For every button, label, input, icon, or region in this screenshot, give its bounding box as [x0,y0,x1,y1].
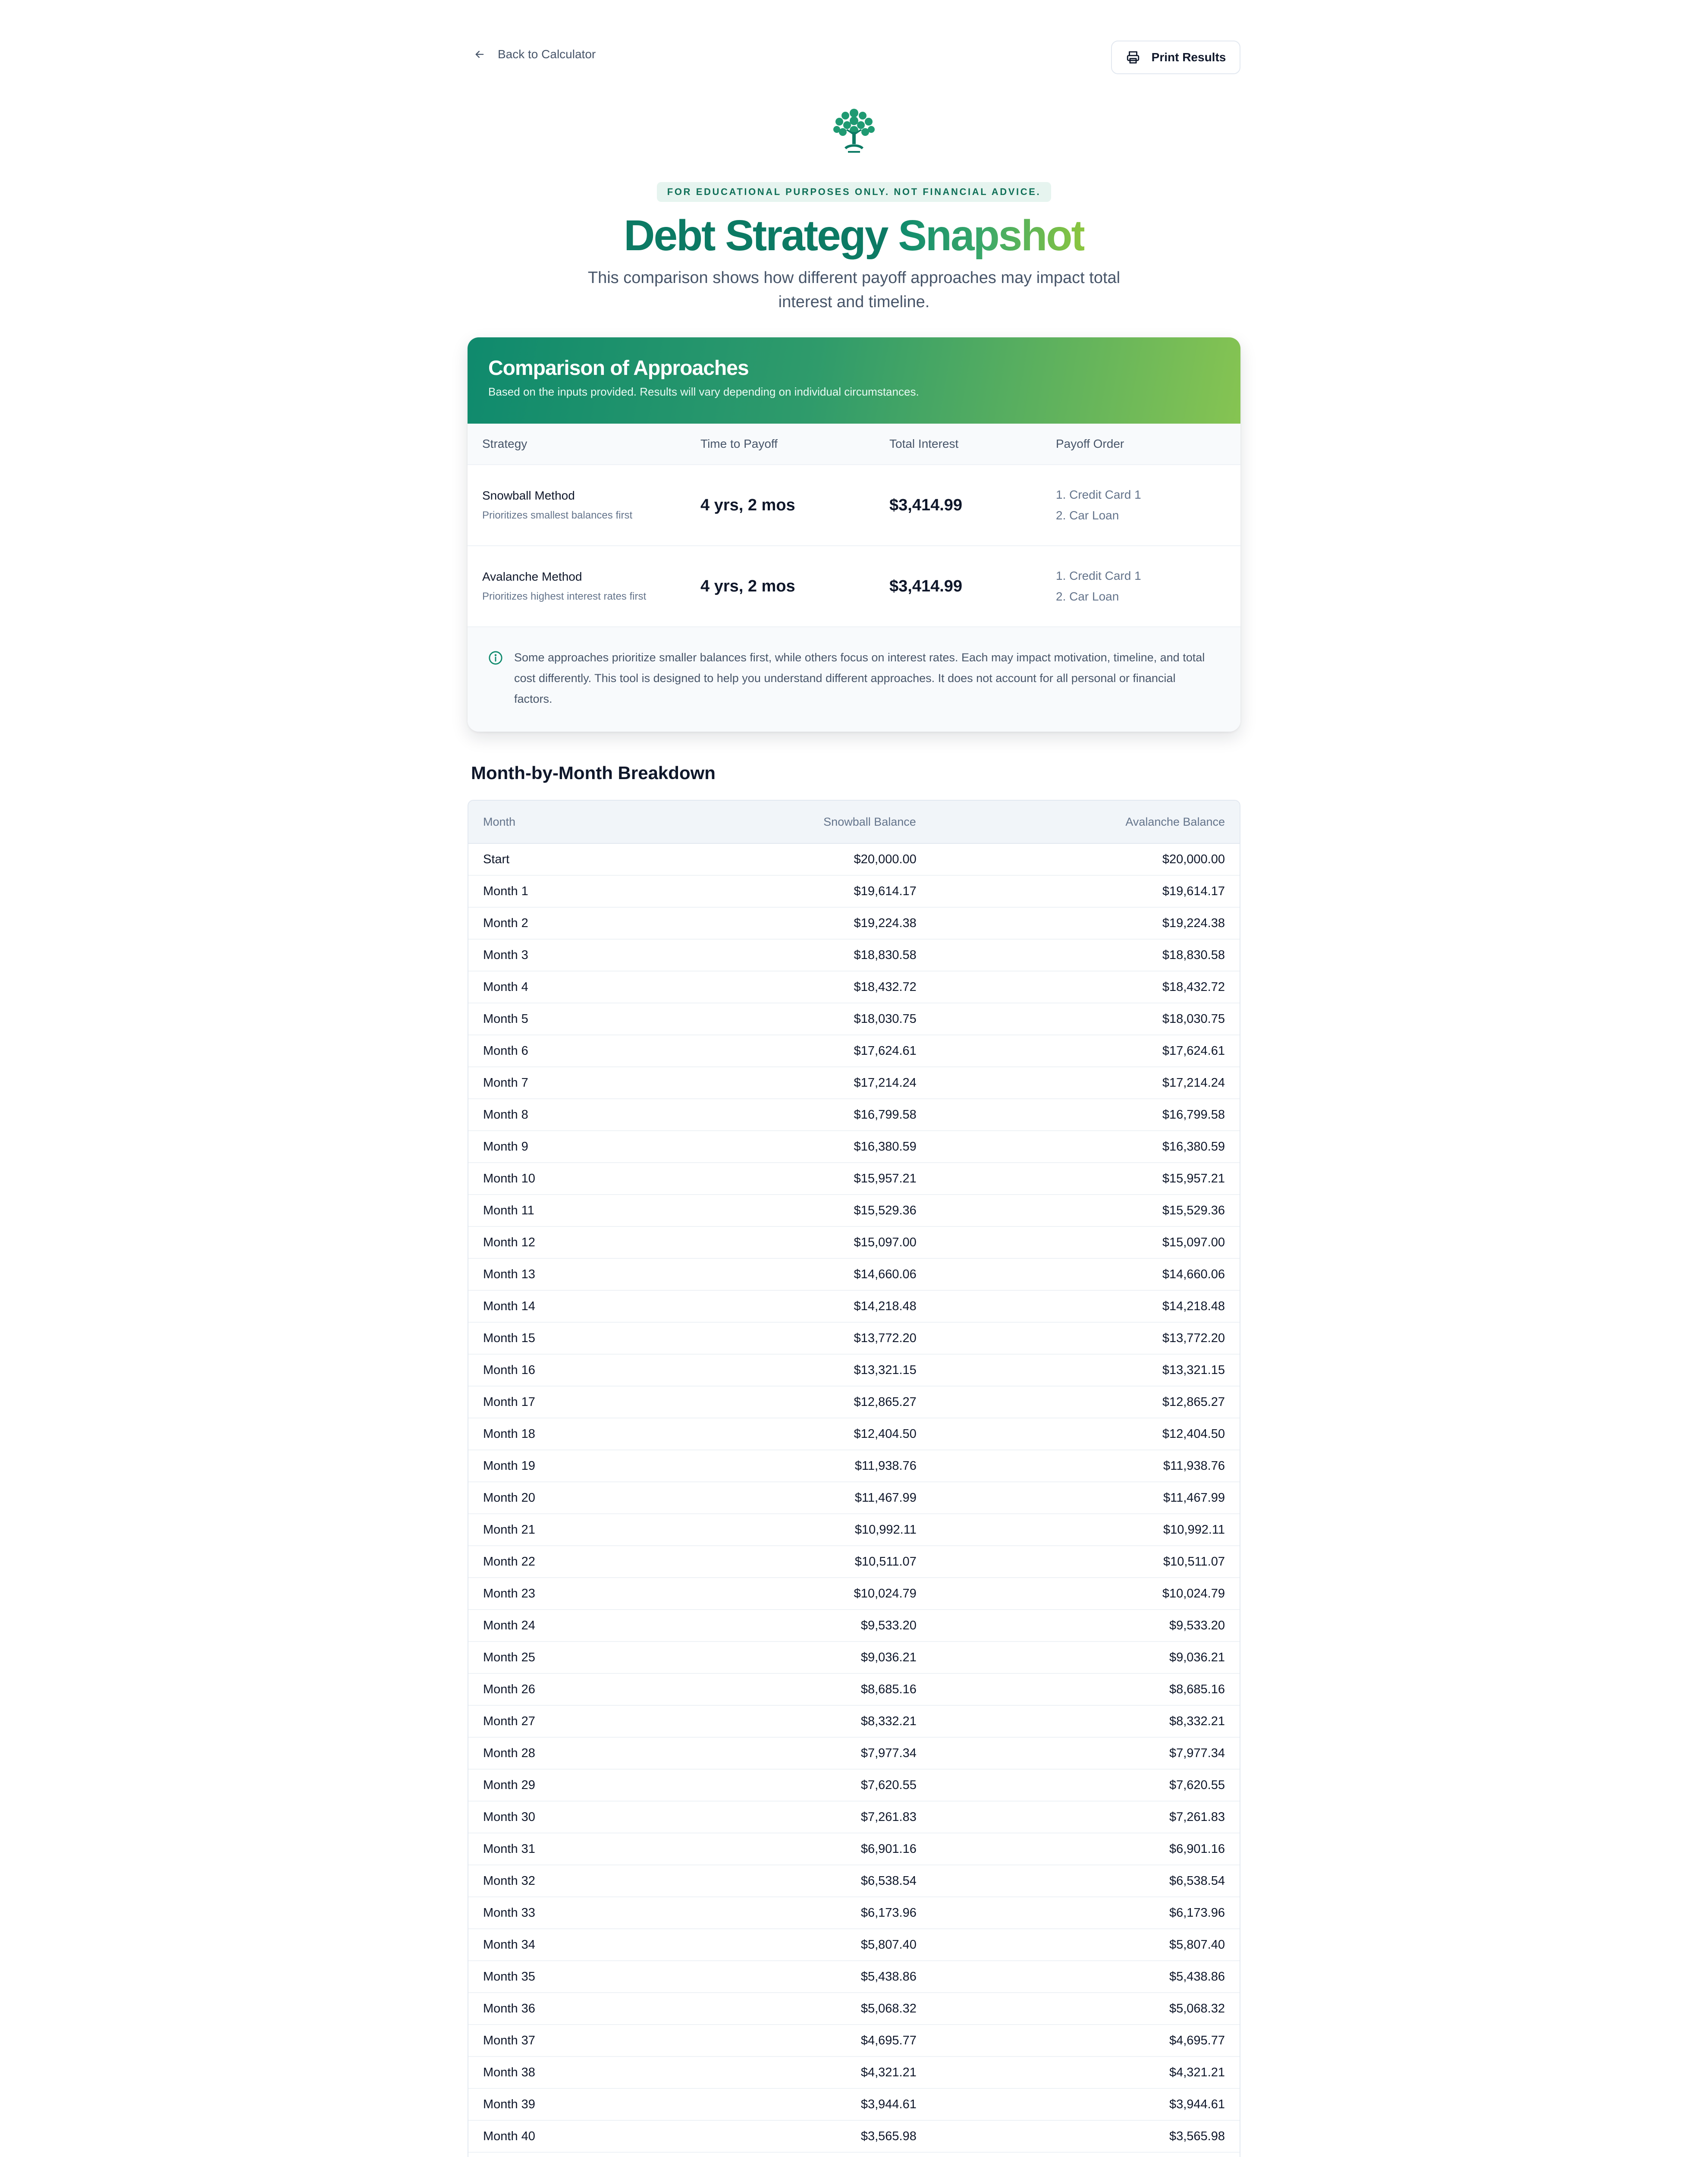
month-cell: Month 3 [468,939,657,971]
month-cell: Month 33 [468,1897,657,1929]
snowball-balance-cell: $4,695.77 [657,2025,917,2056]
avalanche-balance-cell: $18,030.75 [917,1003,1240,1035]
header-month: Month [468,801,657,843]
snowball-balance-cell: $7,261.83 [657,1801,917,1833]
avalanche-balance-cell: $13,321.15 [917,1354,1240,1386]
avalanche-balance-cell: $17,214.24 [917,1067,1240,1099]
avalanche-balance-cell: $3,565.98 [917,2120,1240,2152]
avalanche-balance-cell: $15,529.36 [917,1195,1240,1226]
comparison-note-text: Some approaches prioritize smaller balances first, while others focus on interest rates. Each may impact motivation, timeline, and total cost differently. This tool is designed to help you understand different approaches. It does not account for all personal or financial factors. [514,651,1205,705]
page [468,0,1240,2157]
table-row [468,1801,1240,1833]
comparison-table-header [468,424,1240,465]
month-cell: Month 35 [468,1961,657,1993]
avalanche-balance-cell: $15,097.00 [917,1226,1240,1258]
avalanche-balance-cell: $7,620.55 [917,1769,1240,1801]
header-strategy: Strategy [482,437,527,450]
breakdown-table-wrapper [468,800,1240,2157]
month-cell: Month 32 [468,1865,657,1897]
payoff-order-list [1056,484,1240,526]
table-row [468,1195,1240,1226]
avalanche-balance-cell: $11,467.99 [917,1482,1240,1514]
avalanche-balance-cell: $7,977.34 [917,1737,1240,1769]
snowball-balance-cell: $7,977.34 [657,1737,917,1769]
month-cell: Month 24 [468,1610,657,1641]
snowball-balance-cell: $10,992.11 [657,1514,917,1546]
month-cell: Month 12 [468,1226,657,1258]
snowball-balance-cell: $19,224.38 [657,907,917,939]
month-cell: Month 14 [468,1290,657,1322]
strategy-description: Prioritizes smallest balances first [482,509,633,521]
comparison-card [468,337,1240,732]
table-row [468,1067,1240,1099]
snowball-balance-cell: $16,380.59 [657,1131,917,1163]
page-subtitle: This comparison shows how different payoff approaches may impact total interest and timeline. [587,269,1121,311]
snowball-balance-cell: $10,511.07 [657,1546,917,1578]
table-row [468,1418,1240,1450]
snowball-balance-cell: $4,321.21 [657,2056,917,2088]
table-row [468,875,1240,907]
page-title-accent: Snapshot [898,211,1084,260]
payoff-order-item: 2. Car Loan [1056,509,1119,522]
table-row [468,1354,1240,1386]
avalanche-balance-cell: $6,538.54 [917,1865,1240,1897]
avalanche-balance-cell: $4,321.21 [917,2056,1240,2088]
snowball-balance-cell: $6,538.54 [657,1865,917,1897]
snowball-balance-cell: $8,332.21 [657,1705,917,1737]
table-row [468,939,1240,971]
snowball-balance-cell: $19,614.17 [657,875,917,907]
month-cell: Start [468,843,657,875]
strategy-cell [468,489,700,522]
avalanche-balance-cell: $8,332.21 [917,1705,1240,1737]
avalanche-balance-cell: $10,511.07 [917,1546,1240,1578]
snowball-balance-cell: $5,068.32 [657,1993,917,2025]
month-cell: Month 25 [468,1641,657,1673]
header-total-interest: Total Interest [889,437,959,450]
month-cell: Month 18 [468,1418,657,1450]
table-row [468,2056,1240,2088]
tree-logo-icon [829,106,879,154]
avalanche-balance-cell [917,2152,1240,2157]
month-cell: Month 27 [468,1705,657,1737]
table-row [468,1865,1240,1897]
snowball-balance-cell: $18,432.72 [657,971,917,1003]
snowball-balance-cell: $17,214.24 [657,1067,917,1099]
table-row [468,2025,1240,2056]
snowball-balance-cell: $11,467.99 [657,1482,917,1514]
hero [468,106,1240,314]
month-cell: Month 5 [468,1003,657,1035]
page-title [468,210,1240,261]
breakdown-table [468,801,1240,2157]
back-to-calculator-link[interactable] [474,47,596,61]
avalanche-balance-cell: $9,533.20 [917,1610,1240,1641]
table-row [468,1450,1240,1482]
avalanche-balance-cell: $16,380.59 [917,1131,1240,1163]
month-cell [468,2152,657,2157]
table-row [468,1386,1240,1418]
month-cell: Month 9 [468,1131,657,1163]
month-cell: Month 15 [468,1322,657,1354]
avalanche-balance-cell: $14,660.06 [917,1258,1240,1290]
table-row [468,1131,1240,1163]
avalanche-balance-cell: $12,404.50 [917,1418,1240,1450]
header-payoff-order: Payoff Order [1056,437,1124,450]
table-row [468,1514,1240,1546]
snowball-balance-cell: $12,865.27 [657,1386,917,1418]
table-row [468,1673,1240,1705]
avalanche-balance-cell: $5,438.86 [917,1961,1240,1993]
avalanche-balance-cell: $8,685.16 [917,1673,1240,1705]
table-row [468,2120,1240,2152]
snowball-balance-cell: $16,799.58 [657,1099,917,1131]
table-row [468,1610,1240,1641]
comparison-header [468,337,1240,424]
strategy-cell [468,570,700,603]
month-cell: Month 17 [468,1386,657,1418]
month-cell: Month 10 [468,1163,657,1195]
month-cell: Month 23 [468,1578,657,1610]
snowball-balance-cell: $5,438.86 [657,1961,917,1993]
snowball-balance-cell: $9,036.21 [657,1641,917,1673]
time-to-payoff-value: 4 yrs, 2 mos [700,577,795,595]
table-row [468,1099,1240,1131]
table-row [468,1258,1240,1290]
table-row [468,1163,1240,1195]
table-row [468,1578,1240,1610]
avalanche-balance-cell: $19,224.38 [917,907,1240,939]
month-cell: Month 8 [468,1099,657,1131]
avalanche-balance-cell: $10,024.79 [917,1578,1240,1610]
avalanche-balance-cell: $11,938.76 [917,1450,1240,1482]
table-row [468,2152,1240,2157]
month-cell: Month 40 [468,2120,657,2152]
comparison-title: Comparison of Approaches [488,357,749,380]
header-avalanche-balance: Avalanche Balance [917,801,1240,843]
snowball-balance-cell: $8,685.16 [657,1673,917,1705]
snowball-balance-cell: $13,321.15 [657,1354,917,1386]
month-cell: Month 38 [468,2056,657,2088]
print-results-label: Print Results [1151,50,1226,64]
table-row [468,971,1240,1003]
avalanche-balance-cell: $12,865.27 [917,1386,1240,1418]
avalanche-balance-cell: $16,799.58 [917,1099,1240,1131]
print-results-button[interactable] [1111,41,1240,74]
avalanche-balance-cell: $4,695.77 [917,2025,1240,2056]
table-row [468,1546,1240,1578]
snowball-balance-cell: $9,533.20 [657,1610,917,1641]
snowball-balance-cell: $14,660.06 [657,1258,917,1290]
breakdown-title: Month-by-Month Breakdown [471,763,716,783]
payoff-order-item: 2. Car Loan [1056,590,1119,603]
month-cell: Month 37 [468,2025,657,2056]
month-cell: Month 20 [468,1482,657,1514]
snowball-balance-cell: $11,938.76 [657,1450,917,1482]
snowball-balance-cell: $15,957.21 [657,1163,917,1195]
snowball-balance-cell [657,2152,917,2157]
strategy-name: Snowball Method [482,489,575,502]
table-row [468,1929,1240,1961]
month-cell: Month 2 [468,907,657,939]
snowball-balance-cell: $3,944.61 [657,2088,917,2120]
header-time-to-payoff: Time to Payoff [700,437,778,450]
month-cell: Month 34 [468,1929,657,1961]
avalanche-balance-cell: $20,000.00 [917,843,1240,875]
strategy-name: Avalanche Method [482,570,582,583]
educational-badge: FOR EDUCATIONAL PURPOSES ONLY. NOT FINANCIAL ADVICE. [657,182,1051,202]
month-cell: Month 11 [468,1195,657,1226]
month-cell: Month 29 [468,1769,657,1801]
snowball-balance-cell: $14,218.48 [657,1290,917,1322]
snowball-balance-cell: $5,807.40 [657,1929,917,1961]
top-bar [468,0,1240,86]
breakdown-header-row [468,801,1240,843]
avalanche-balance-cell: $13,772.20 [917,1322,1240,1354]
table-row [468,907,1240,939]
header-snowball-balance: Snowball Balance [657,801,917,843]
avalanche-balance-cell: $10,992.11 [917,1514,1240,1546]
snowball-balance-cell: $12,404.50 [657,1418,917,1450]
total-interest-value: $3,414.99 [889,577,963,595]
table-row [468,1641,1240,1673]
snowball-balance-cell: $7,620.55 [657,1769,917,1801]
table-row [468,1705,1240,1737]
table-row [468,1482,1240,1514]
table-row [468,1769,1240,1801]
avalanche-balance-cell: $15,957.21 [917,1163,1240,1195]
snowball-balance-cell: $15,097.00 [657,1226,917,1258]
snowball-balance-cell: $18,030.75 [657,1003,917,1035]
avalanche-balance-cell: $18,432.72 [917,971,1240,1003]
table-row [468,843,1240,875]
avalanche-balance-cell: $5,068.32 [917,1993,1240,2025]
avalanche-balance-cell: $6,901.16 [917,1833,1240,1865]
comparison-row-avalanche [468,546,1240,627]
avalanche-balance-cell: $3,944.61 [917,2088,1240,2120]
table-row [468,1737,1240,1769]
month-cell: Month 26 [468,1673,657,1705]
time-to-payoff-value: 4 yrs, 2 mos [700,496,795,514]
snowball-balance-cell: $6,173.96 [657,1897,917,1929]
month-cell: Month 6 [468,1035,657,1067]
month-cell: Month 22 [468,1546,657,1578]
snowball-balance-cell: $17,624.61 [657,1035,917,1067]
month-cell: Month 19 [468,1450,657,1482]
payoff-order-item: 1. Credit Card 1 [1056,569,1141,582]
table-row [468,1003,1240,1035]
table-row [468,1961,1240,1993]
month-cell: Month 16 [468,1354,657,1386]
table-row [468,2088,1240,2120]
comparison-note [468,627,1240,732]
table-row [468,1290,1240,1322]
snowball-balance-cell: $13,772.20 [657,1322,917,1354]
page-title-main: Debt Strategy [624,211,888,260]
month-cell: Month 7 [468,1067,657,1099]
snowball-balance-cell: $10,024.79 [657,1578,917,1610]
avalanche-balance-cell: $19,614.17 [917,875,1240,907]
payoff-order-list [1056,566,1240,607]
avalanche-balance-cell: $5,807.40 [917,1929,1240,1961]
month-cell: Month 13 [468,1258,657,1290]
table-row [468,1833,1240,1865]
month-cell: Month 1 [468,875,657,907]
snowball-balance-cell: $20,000.00 [657,843,917,875]
avalanche-balance-cell: $17,624.61 [917,1035,1240,1067]
month-cell: Month 28 [468,1737,657,1769]
comparison-row-snowball [468,465,1240,546]
table-row [468,1226,1240,1258]
snowball-balance-cell: $6,901.16 [657,1833,917,1865]
month-cell: Month 39 [468,2088,657,2120]
strategy-description: Prioritizes highest interest rates first [482,591,647,602]
arrow-left-icon [474,48,486,60]
table-row [468,1322,1240,1354]
avalanche-balance-cell: $18,830.58 [917,939,1240,971]
snowball-balance-cell: $15,529.36 [657,1195,917,1226]
avalanche-balance-cell: $9,036.21 [917,1641,1240,1673]
payoff-order-item: 1. Credit Card 1 [1056,488,1141,501]
table-row [468,1993,1240,2025]
month-cell: Month 30 [468,1801,657,1833]
month-cell: Month 4 [468,971,657,1003]
avalanche-balance-cell: $14,218.48 [917,1290,1240,1322]
snowball-balance-cell: $18,830.58 [657,939,917,971]
avalanche-balance-cell: $7,261.83 [917,1801,1240,1833]
month-cell: Month 31 [468,1833,657,1865]
breakdown-body [468,843,1240,2157]
info-icon [488,651,503,665]
total-interest-value: $3,414.99 [889,496,963,514]
back-to-calculator-label: Back to Calculator [498,47,596,61]
avalanche-balance-cell: $6,173.96 [917,1897,1240,1929]
table-row [468,1897,1240,1929]
printer-icon [1126,50,1140,65]
table-row [468,1035,1240,1067]
comparison-subtitle: Based on the inputs provided. Results will vary depending on individual circumstances. [488,385,919,398]
snowball-balance-cell: $3,565.98 [657,2120,917,2152]
month-cell: Month 21 [468,1514,657,1546]
month-cell: Month 36 [468,1993,657,2025]
